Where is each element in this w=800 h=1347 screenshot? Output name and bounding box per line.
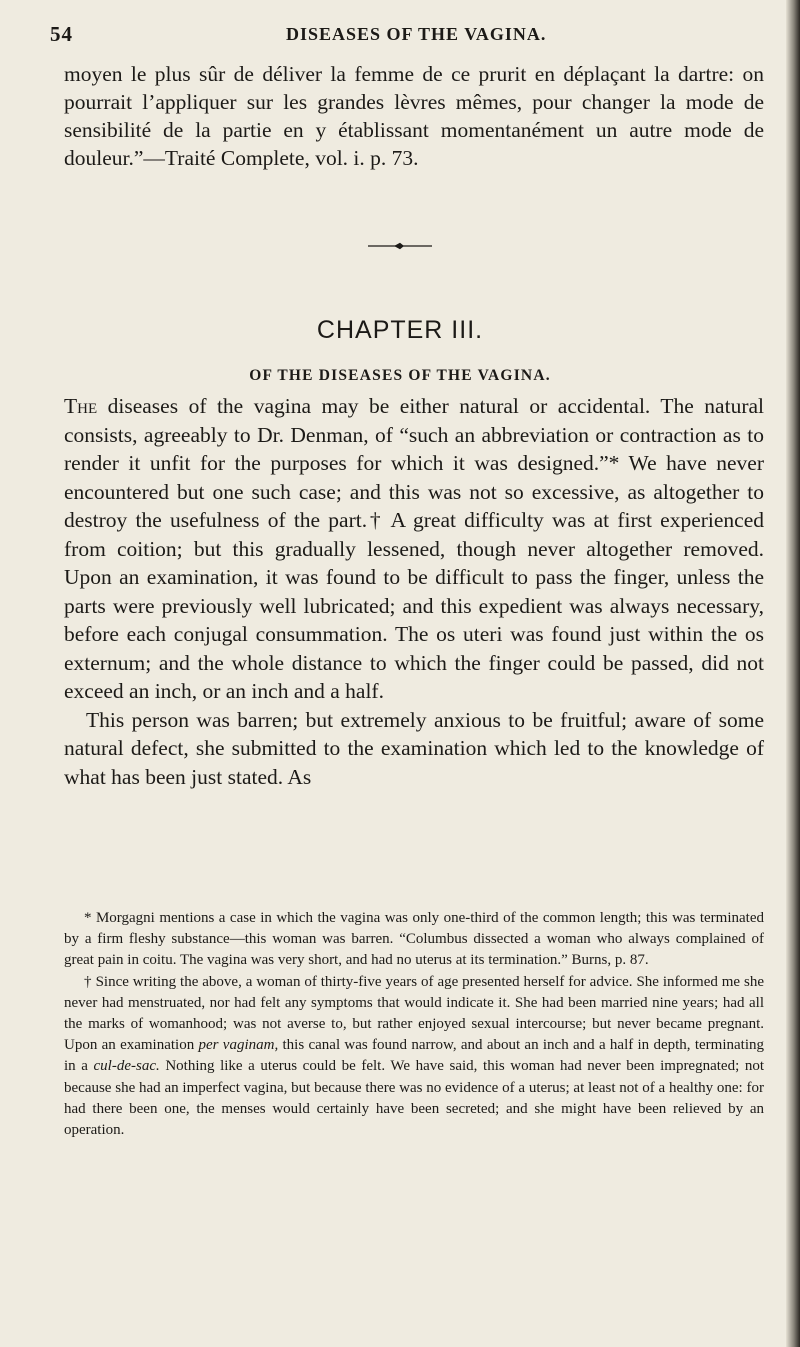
footnote-dagger-part-1: † Since writing the above, a woman of thirty-five years of age presented herself for advice. She informed me she never had menstruated, nor had felt any symptoms that would indicate it. She had been married nine years; had all the marks of womanhood; was not averse to, but rather enjoyed sexual intercourse; but never became pregnant. Upon an examination xyxy=(64,973,764,1054)
footnote-dagger xyxy=(64,972,764,1142)
divider-ornament xyxy=(368,242,432,250)
body-text xyxy=(64,392,764,791)
footnote-star: * Morgagni mentions a case in which the vagina was only one-third of the common length; this was terminated by a firm fleshy substance—this woman was barren. “Columbus dissected a woman who always complained of great pain in coitu. The vagina was very short, and had no uterus at its termination.” Burns, p. 87. xyxy=(64,910,764,969)
running-header xyxy=(50,22,762,48)
paragraph-1-text: diseases of the vagina may be either natural or accidental. The natural consists, agreeably to Dr. Denman, of “such an abbreviation or contraction as to render it unfit for the purposes for which it was designed.”* We have never encountered but one such case; and this was not so excessive, as altogether to destroy the usefulness of the part.† A great difficulty was at first experienced from coition; but this gradually lessened, though never altogether removed. Upon an examination, it was found to be difficult to pass the finger, unless the parts were previously well lubricated; and this expedient was always necessary, before each conjugal consummation. The os uteri was found just within the os externum; and the whole distance to which the finger could be passed, did not exceed an inch, or an inch and a half. xyxy=(64,394,764,703)
footnote-dagger-part-3: Nothing like a uterus could be felt. We have said, this woman had never been impregnated; not because she had an imperfect vagina, but because there was no evidence of a uterus; at least not of a healthy one: for had there been one, the menses would certainly have been secreted; and she might have been relieved by an operation. xyxy=(64,1058,765,1139)
paragraph-2: This person was barren; but extremely anxious to be fruitful; aware of some natural defect, she submitted to the examination which led to the knowledge of what has been just stated. As xyxy=(64,707,764,789)
footnote-dagger-italic-1: per vaginam, xyxy=(198,1037,279,1054)
footnote-dagger-italic-2: cul-de-sac. xyxy=(93,1058,160,1075)
footnote-dagger-part-2: this canal was found narrow, and about an inch and a half in depth, terminating in a xyxy=(64,1037,764,1075)
running-title: DISEASES OF THE VAGINA. xyxy=(286,24,547,44)
chapter-subtitle: OF THE DISEASES OF THE VAGINA. xyxy=(249,367,551,384)
paragraph-1 xyxy=(64,392,764,706)
chapter-title: CHAPTER III. xyxy=(316,316,484,344)
intro-quote: moyen le plus sûr de déliver la femme de ce prurit en déplaçant la dartre: on pourrait l’appliquer sur les grandes lèvres mêmes, pour changer la mode de sensibilité de la partie en y établissant momentanément un autre mode de douleur.”—Traité Complete, vol. i. p. 73. xyxy=(64,62,764,170)
page-number: 54 xyxy=(50,22,73,46)
paragraph-1-lead: The xyxy=(64,394,98,418)
footnotes xyxy=(64,908,764,1141)
binding-edge xyxy=(786,0,800,1347)
